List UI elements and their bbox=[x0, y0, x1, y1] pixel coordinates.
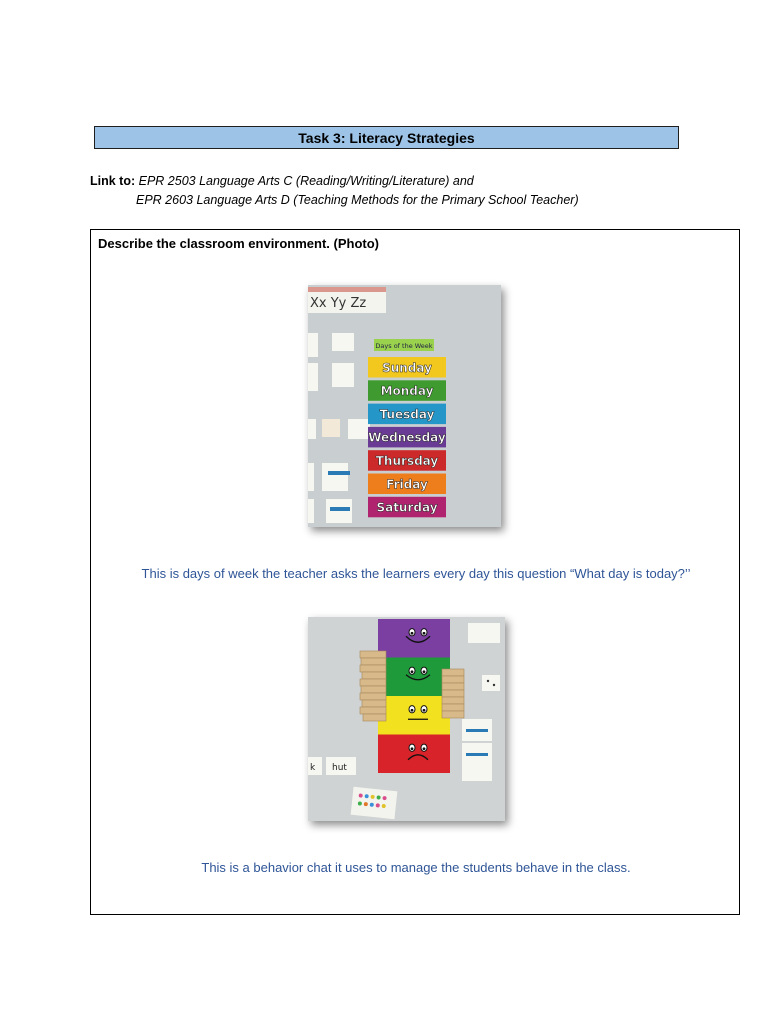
behavior-chart-image bbox=[308, 617, 505, 821]
link-course-1: EPR 2503 Language Arts C (Reading/Writing/Literature) and bbox=[138, 174, 474, 188]
section-heading: Describe the classroom environment. (Photo) bbox=[98, 236, 380, 251]
day-label: Friday bbox=[386, 477, 428, 492]
day-label: Thursday bbox=[375, 453, 439, 468]
link-label: Link to: bbox=[90, 174, 136, 188]
day-label: Saturday bbox=[376, 500, 438, 515]
day-label: Tuesday bbox=[379, 407, 435, 422]
link-line-1 bbox=[90, 174, 474, 188]
behavior-level bbox=[378, 735, 450, 774]
day-label: Wednesday bbox=[368, 430, 446, 445]
behavior-level bbox=[378, 619, 450, 658]
days-of-week-photo bbox=[308, 285, 501, 527]
behavior-chart-caption: This is a behavior chat it uses to manage the students behave in the class. bbox=[201, 860, 631, 875]
behavior-level bbox=[378, 658, 450, 697]
link-course-2: EPR 2603 Language Arts D (Teaching Methods for the Primary School Teacher) bbox=[136, 193, 579, 207]
behavior-chart-photo bbox=[308, 617, 505, 821]
days-header-card: Days of the Week bbox=[375, 342, 433, 350]
days-of-week-image bbox=[308, 285, 501, 527]
alphabet-strip-text: Xx Yy Zz bbox=[310, 296, 367, 311]
word-card-2: hut bbox=[332, 763, 347, 773]
days-of-week-caption: This is days of week the teacher asks the learners every day this question “What day is today?’’ bbox=[141, 566, 691, 581]
behavior-level bbox=[378, 696, 450, 735]
word-card-1: k bbox=[310, 763, 316, 773]
task-title: Task 3: Literacy Strategies bbox=[94, 126, 679, 149]
day-label: Sunday bbox=[382, 360, 432, 375]
day-label: Monday bbox=[380, 384, 434, 399]
content-box bbox=[90, 229, 740, 915]
